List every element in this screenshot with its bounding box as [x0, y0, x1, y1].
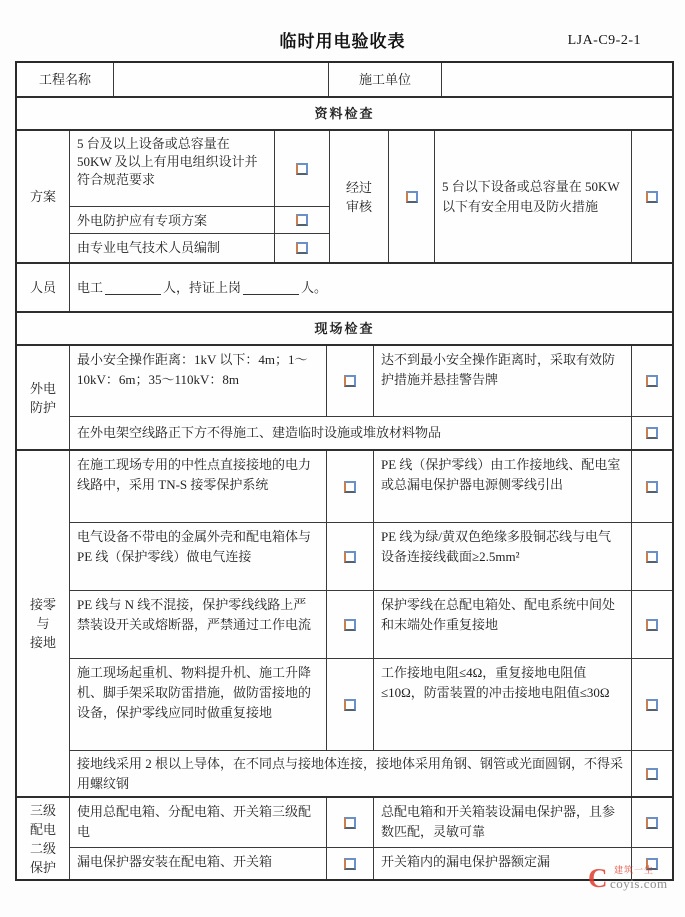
overhead-line-criterion: 在外电架空线路正下方不得施工、建造临时设施或堆放材料物品 [70, 417, 632, 449]
plan-criterion-1-checkbox-cell [275, 131, 330, 207]
checkbox[interactable] [646, 699, 658, 711]
construction-unit-field[interactable] [442, 63, 672, 96]
acceptance-form-table [15, 61, 674, 881]
three-level-distribution-label: 三级 配电 二级 保护 [17, 798, 70, 879]
checkbox[interactable] [646, 481, 658, 493]
checkbox[interactable] [296, 214, 308, 226]
personnel-section [17, 262, 672, 311]
checkbox[interactable] [646, 191, 658, 203]
checkbox[interactable] [646, 858, 658, 870]
certified-count-blank[interactable] [243, 280, 299, 295]
plan-criterion-3: 由专业电气技术人员编制 [70, 234, 275, 262]
construction-unit-label: 施工单位 [329, 63, 442, 96]
resistance-values-criterion: 工作接地电阻≤4Ω，重复接地电阻值≤10Ω，防雷装置的冲击接地电阻值≤30Ω [374, 659, 632, 751]
checkbox[interactable] [646, 768, 658, 780]
checkbox[interactable] [344, 699, 356, 711]
leakage-protector-install-checkbox-cell [632, 798, 672, 848]
three-level-boxes-criterion: 使用总配电箱、分配电箱、开关箱三级配电 [70, 798, 327, 848]
pe-line-source-checkbox-cell [632, 451, 672, 523]
ground-conductor-criterion: 接地线采用 2 根以上导体，在不同点与接地体连接，接地体采用角钢、钢管或光面圆钢，不得采用螺纹钢 [70, 751, 632, 796]
personnel-statement [70, 264, 672, 311]
lightning-protection-criterion: 施工现场起重机、物料提升机、施工升降机、脚手架采取防雷措施，做防雷接地的设备，保护零线应同时做重复接地 [70, 659, 327, 751]
tns-system-checkbox-cell [327, 451, 374, 523]
grounding-label: 接零 与 接地 [17, 451, 70, 796]
watermark-brand-text: 建筑一生 [614, 865, 655, 875]
checkbox[interactable] [646, 427, 658, 439]
external-protection-label: 外电 防护 [17, 346, 70, 449]
repeated-grounding-checkbox-cell [632, 591, 672, 659]
grounding-section [17, 449, 672, 796]
plan-criterion-2: 外电防护应有专项方案 [70, 207, 275, 234]
page-title: 临时用电验收表 [279, 32, 406, 51]
three-level-boxes-checkbox-cell [327, 798, 374, 848]
plan-criterion-1: 5 台及以上设备或总容量在 50KW 及以上有用电组织设计并符合规范要求 [70, 131, 275, 207]
external-power-protection-section [17, 344, 672, 449]
tns-system-criterion: 在施工现场专用的中性点直接接地的电力线路中，采用 TN-S 接零保护系统 [70, 451, 327, 523]
plan-review-checkbox-cell [389, 131, 435, 262]
checkbox[interactable] [646, 619, 658, 631]
certified-text: 人，持证上岗 [163, 279, 242, 295]
checkbox[interactable] [296, 242, 308, 254]
overhead-line-checkbox-cell [632, 417, 672, 449]
checkbox[interactable] [344, 619, 356, 631]
section-header-site-check: 现场检查 [314, 320, 375, 336]
three-level-distribution-section [17, 796, 672, 879]
project-name-label: 工程名称 [17, 63, 114, 96]
section-header-document-check: 资料检查 [314, 105, 375, 121]
protector-rating-checkbox-cell [632, 848, 672, 879]
min-safe-distance-criterion: 最小安全操作距离：1kV 以下：4m；1～10kV：6m；35～110kV：8m [70, 346, 327, 417]
plan-criterion-3-checkbox-cell [275, 234, 330, 262]
metal-shell-bonding-checkbox-cell [327, 523, 374, 591]
checkbox[interactable] [344, 551, 356, 563]
warning-sign-checkbox-cell [632, 346, 672, 417]
checkbox[interactable] [344, 858, 356, 870]
checkbox[interactable] [344, 375, 356, 387]
repeated-grounding-criterion: 保护零线在总配电箱处、配电系统中间处和末端处作重复接地 [374, 591, 632, 659]
info-row [17, 63, 672, 96]
plan-row-label: 方案 [17, 131, 70, 262]
warning-sign-criterion: 达不到最小安全操作距离时，采取有效防护措施并悬挂警告牌 [374, 346, 632, 417]
protector-location-checkbox-cell [327, 848, 374, 879]
checkbox[interactable] [646, 817, 658, 829]
personnel-row-label: 人员 [17, 264, 70, 311]
pe-n-separation-criterion: PE 线与 N 线不混接，保护零线线路上严禁装设开关或熔断器，严禁通过工作电流 [70, 591, 327, 659]
plan-alt-criterion: 5 台以下设备或总容量在 50KW 以下有安全用电及防火措施 [435, 131, 632, 262]
pe-line-source-criterion: PE 线（保护零线）由工作接地线、配电室或总漏电保护器电源侧零线引出 [374, 451, 632, 523]
section-site-check [17, 311, 672, 344]
plan-review-label: 经过 审核 [330, 131, 389, 262]
plan-criterion-2-checkbox-cell [275, 207, 330, 234]
electrician-text: 电工 [77, 279, 104, 295]
protector-location-criterion: 漏电保护器安装在配电箱、开关箱 [70, 848, 327, 879]
checkbox[interactable] [344, 481, 356, 493]
leakage-protector-install-criterion: 总配电箱和开关箱装设漏电保护器，且参数匹配，灵敏可靠 [374, 798, 632, 848]
checkbox[interactable] [406, 191, 418, 203]
persons-text: 人。 [301, 279, 328, 295]
watermark-logo-icon: C [588, 863, 608, 893]
checkbox[interactable] [344, 817, 356, 829]
pe-wire-spec-checkbox-cell [632, 523, 672, 591]
plan-section [17, 129, 672, 262]
project-name-field[interactable] [114, 63, 329, 96]
min-safe-distance-checkbox-cell [327, 346, 374, 417]
checkbox[interactable] [646, 551, 658, 563]
lightning-protection-checkbox-cell [327, 659, 374, 751]
section-document-check [17, 96, 672, 129]
watermark-domain-text: coyis.com [610, 876, 668, 891]
ground-conductor-checkbox-cell [632, 751, 672, 796]
document-code: LJA-C9-2-1 [567, 33, 641, 48]
checkbox[interactable] [646, 375, 658, 387]
metal-shell-bonding-criterion: 电气设备不带电的金属外壳和配电箱体与 PE 线（保护零线）做电气连接 [70, 523, 327, 591]
electrician-count-blank[interactable] [105, 280, 161, 295]
plan-alt-checkbox-cell [632, 131, 672, 262]
pe-wire-spec-criterion: PE 线为绿/黄双色绝缘多股铜芯线与电气设备连接线截面≥2.5mm² [374, 523, 632, 591]
checkbox[interactable] [296, 163, 308, 175]
protector-rating-criterion: 开关箱内的漏电保护器额定漏 [374, 848, 632, 879]
resistance-values-checkbox-cell [632, 659, 672, 751]
pe-n-separation-checkbox-cell [327, 591, 374, 659]
